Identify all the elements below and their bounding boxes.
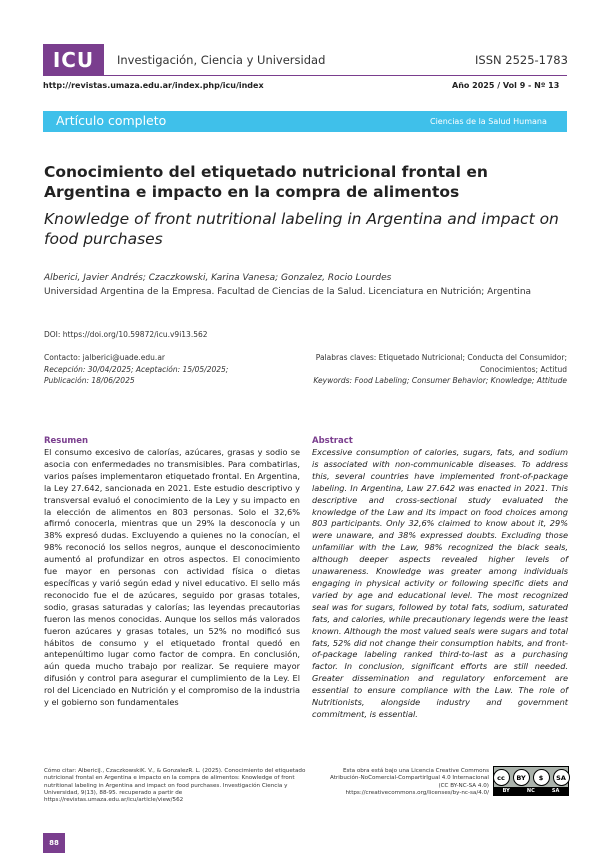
license-line-2: Atribución-NoComercial-CompartirIgual 4.0 Internacional [330,775,489,782]
title-english: Knowledge of front nutritional labeling in Argentina and impact on food purchases [44,210,559,248]
resumen-text: El consumo excesivo de calorías, azúcares, grasas y sodio se asocia con enfermedades no transmisibles. Para combatirlas, varios países implementaron etiquetado frontal. En Argentina, la Ley 27.642, sancionada en 2021. Este estudio descriptivo y transversal evaluó el conocimiento de la Ley y su impacto en la elección de alimentos en 803 personas. Solo el 32,6% afirmó conocerla, mientras que un 29% la desconocía y un 38% expresó dudas. Excluyendo a quienes no la conocían, el 98% reconoció los sellos negros, aunque el desconocimiento aumentó al profundizar en otros aspectos. El conocimiento fue mayor en personas con actividad física o dietas específicas y varió según edad y nivel educativo. El sello más reconocido fue el de azúcares, seguido por grasas totales, sodio, grasas saturadas y calorías; las leyendas precautorias fueron las menos conocidas. Aunque los sellos más valorados fueron azúcares y grasas totales, un 52% no modificó sus hábitos de consumo y el etiquetado frontal quedó en antepenúltimo lugar como factor de compra. En conclusión, aún queda mucho trabajo por realizar. Se requiere mayor difusión y control para asegurar el cumplimiento de la Ley. El rol del Licenciado en Nutrición y el compromiso de la industria y el gobierno son fundamentales [44,447,301,708]
cc-label-nc: NC [526,788,535,794]
cc-license-badge[interactable] [493,766,569,796]
license-text [314,768,489,797]
page-number: 88 [43,833,65,853]
by-icon: BY [513,769,530,786]
section-name: Ciencias de la Salud Humana [430,117,547,126]
license-line-1: Esta obra está bajo una Licencia Creative Commons [342,768,489,774]
license-url-link[interactable]: https://creativecommons.org/licenses/by-nc-sa/4.0/ [345,789,489,796]
keywords-es-line2: Conocimientos; Actitud [479,364,567,374]
authors: Alberici, Javier Andrés; Czaczkowski, Karina Vanesa; Gonzalez, Rocio Lourdes [44,273,392,283]
issue-info: Año 2025 / Vol 9 - Nº 13 [452,81,560,90]
issn: ISSN 2525-1783 [475,53,568,67]
journal-logo: ICU [43,44,104,75]
cc-icon: cc [493,769,510,786]
affiliation: Universidad Argentina de la Empresa. Facultad de Ciencias de la Salud. Licenciatura en Nutrición; Argentina [44,287,532,297]
contact-block [44,352,228,387]
header-rule [43,75,567,76]
nc-icon: $ [533,769,550,786]
title-spanish: Conocimiento del etiquetado nutricional frontal en Argentina e impacto en la compra de alimentos [44,163,488,201]
journal-name: Investigación, Ciencia y Universidad [117,53,326,67]
keywords-es-line1: Palabras claves: Etiquetado Nutricional; Conducta del Consumidor; [315,353,567,362]
abstract-heading: Abstract [312,436,353,446]
keywords-block [297,352,567,387]
abstract-text: Excessive consumption of calories, sugars, fats, and sodium is associated with non-communicable diseases. To address this, several countries have implemented front-of-package labeling. In Argentina, Law 27.642 was enacted in 2021. This descriptive and cross-sectional study evaluated the knowledge of the Law and its impact on food choices among 803 participants. Only 32,6% claimed to know about it, 29% were unaware, and 38% expressed doubts. Excluding those unfamiliar with the Law, 98% recognized the black seals, although deeper aspects revealed higher levels of unawareness. Knowledge was greater among individuals engaging in physical activity or following specific diets and varied by age and educational level. The most recognized seal was for sugars, followed by total fats, sodium, saturated fats, and calories, while precautionary legends were the least known. Although the most valued seals were sugars and total fats, 52% did not change their consumption habits, and front-of-package labeling ranked third-to-last as a purchasing factor. In conclusion, significant efforts are still needed. Greater dissemination and regulatory enforcement are essential to ensure compliance with the Law. The role of Nutritionists, alongside industry and government commitment, is essential. [312,447,568,719]
date-published: Publicación: 18/06/2025 [44,376,135,385]
cc-label-by: BY [502,788,510,794]
journal-url-link[interactable]: http://revistas.umaza.edu.ar/index.php/icu/index [43,81,264,90]
article-type: Artículo completo [56,113,167,128]
doi-link[interactable]: DOI: https://doi.org/10.59872/icu.v9i13.562 [44,330,208,339]
license-line-3: (CC BY-NC-SA 4.0) [438,782,489,789]
dates-received-accepted: Recepción: 30/04/2025; Aceptación: 15/05/2025; [44,364,229,374]
resumen-heading: Resumen [44,436,89,446]
keywords-en: Keywords: Food Labeling; Consumer Behavior; Knowledge; Attitude [313,376,567,385]
contact-email[interactable]: Contacto: jalberici@uade.edu.ar [44,353,165,362]
citation: Cómo citar: AlbericiJ., CzaczkowskiK. V., & GonzalezR. L. (2025). Conocimiento del etiquetado nutricional frontal en Argentina e impacto en la compra de alimentos: Knowledge of front nutritional labeling in Argentina and impact on food purchases. Investigación Ciencia y Universidad, 9(13), 88-95. recuperado a partir de https://revistas.umaza.edu.ar/icu/article/view/562 [44,768,306,804]
cc-label-sa: SA [551,788,560,794]
sa-icon: SA [553,769,570,786]
